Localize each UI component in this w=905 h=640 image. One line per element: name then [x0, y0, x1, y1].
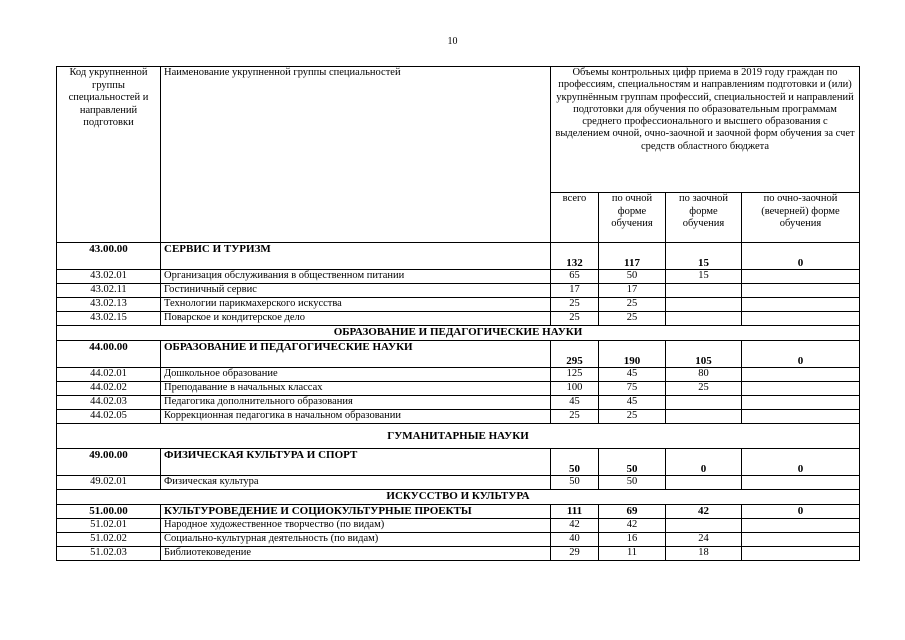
- value-correspondence: 15: [666, 243, 742, 270]
- specialty-code: 44.02.03: [57, 396, 161, 410]
- section-title: ГУМАНИТАРНЫЕ НАУКИ: [57, 424, 860, 449]
- value-correspondence: 105: [666, 341, 742, 368]
- table-row: [57, 284, 860, 298]
- specialty-code: 51.02.01: [57, 519, 161, 533]
- value-total: 45: [551, 396, 599, 410]
- value-total: 25: [551, 410, 599, 424]
- table-row: [57, 270, 860, 284]
- specialty-code: 49.02.01: [57, 476, 161, 490]
- value-correspondence: [666, 298, 742, 312]
- specialty-name: СЕРВИС И ТУРИЗМ: [161, 243, 551, 270]
- value-part-time: [742, 410, 860, 424]
- value-correspondence: [666, 476, 742, 490]
- table-row: [57, 368, 860, 382]
- value-full-time: 11: [599, 547, 666, 561]
- specialty-name: Технологии парикмахерского искусства: [161, 298, 551, 312]
- admission-quota-table: [56, 66, 860, 561]
- specialty-name: Дошкольное образование: [161, 368, 551, 382]
- value-part-time: [742, 368, 860, 382]
- specialty-name: Педагогика дополнительного образования: [161, 396, 551, 410]
- specialty-code: 43.02.15: [57, 312, 161, 326]
- value-correspondence: 24: [666, 533, 742, 547]
- value-correspondence: 18: [666, 547, 742, 561]
- value-total: 295: [551, 341, 599, 368]
- value-total: 100: [551, 382, 599, 396]
- value-total: 29: [551, 547, 599, 561]
- value-correspondence: [666, 519, 742, 533]
- specialty-name: Физическая культура: [161, 476, 551, 490]
- group-row: [57, 505, 860, 519]
- value-total: 50: [551, 476, 599, 490]
- specialty-code: 44.02.02: [57, 382, 161, 396]
- value-full-time: 190: [599, 341, 666, 368]
- specialty-name: Поварское и кондитерское дело: [161, 312, 551, 326]
- value-part-time: [742, 519, 860, 533]
- value-full-time: 69: [599, 505, 666, 519]
- table-row: [57, 476, 860, 490]
- value-part-time: [742, 312, 860, 326]
- value-part-time: 0: [742, 449, 860, 476]
- specialty-code: 49.00.00: [57, 449, 161, 476]
- value-correspondence: 80: [666, 368, 742, 382]
- value-part-time: 0: [742, 243, 860, 270]
- header-name: Наименование укрупненной группы специальностей: [161, 67, 551, 243]
- value-part-time: 0: [742, 341, 860, 368]
- header-code: Код укрупненной группы специальностей и направлений подготовки: [57, 67, 161, 243]
- value-full-time: 50: [599, 476, 666, 490]
- specialty-name: Преподавание в начальных классах: [161, 382, 551, 396]
- value-total: 17: [551, 284, 599, 298]
- specialty-code: 44.00.00: [57, 341, 161, 368]
- section-row: [57, 490, 860, 505]
- value-correspondence: [666, 312, 742, 326]
- value-part-time: [742, 284, 860, 298]
- value-correspondence: 0: [666, 449, 742, 476]
- value-full-time: 17: [599, 284, 666, 298]
- section-title: ИСКУССТВО И КУЛЬТУРА: [57, 490, 860, 505]
- value-part-time: [742, 270, 860, 284]
- group-row: [57, 341, 860, 368]
- value-part-time: [742, 547, 860, 561]
- value-total: 25: [551, 298, 599, 312]
- value-correspondence: 25: [666, 382, 742, 396]
- header-correspondence: по заочной форме обучения: [666, 193, 742, 243]
- value-full-time: 45: [599, 368, 666, 382]
- table-row: [57, 298, 860, 312]
- specialty-name: ОБРАЗОВАНИЕ И ПЕДАГОГИЧЕСКИЕ НАУКИ: [161, 341, 551, 368]
- value-total: 42: [551, 519, 599, 533]
- value-total: 132: [551, 243, 599, 270]
- table-header-row: [57, 67, 860, 193]
- specialty-name: Коррекционная педагогика в начальном образовании: [161, 410, 551, 424]
- value-total: 25: [551, 312, 599, 326]
- value-correspondence: [666, 284, 742, 298]
- specialty-code: 51.02.02: [57, 533, 161, 547]
- specialty-code: 44.02.01: [57, 368, 161, 382]
- value-full-time: 75: [599, 382, 666, 396]
- specialty-code: 44.02.05: [57, 410, 161, 424]
- header-full-time: по очной форме обучения: [599, 193, 666, 243]
- header-volumes: Объемы контрольных цифр приема в 2019 году граждан по профессиям, специальностям и направлениям подготовки и (или) укрупнённым группам профессий, специальностей и направлений подготовки для обучения по образовательным программам среднего профессионального и высшего образования с выделением очной, очно-заочной и заочной форм обучения за счет средств областного бюджета: [551, 67, 860, 193]
- group-row: [57, 449, 860, 476]
- specialty-name: Организация обслуживания в общественном питании: [161, 270, 551, 284]
- value-total: 125: [551, 368, 599, 382]
- value-full-time: 50: [599, 449, 666, 476]
- value-total: 65: [551, 270, 599, 284]
- value-full-time: 50: [599, 270, 666, 284]
- table-row: [57, 396, 860, 410]
- specialty-name: Гостиничный сервис: [161, 284, 551, 298]
- value-correspondence: 42: [666, 505, 742, 519]
- value-full-time: 45: [599, 396, 666, 410]
- value-part-time: [742, 382, 860, 396]
- value-full-time: 25: [599, 312, 666, 326]
- value-full-time: 25: [599, 410, 666, 424]
- value-part-time: 0: [742, 505, 860, 519]
- group-row: [57, 243, 860, 270]
- specialty-name: Социально-культурная деятельность (по видам): [161, 533, 551, 547]
- specialty-name: ФИЗИЧЕСКАЯ КУЛЬТУРА И СПОРТ: [161, 449, 551, 476]
- table-row: [57, 312, 860, 326]
- specialty-name: Народное художественное творчество (по видам): [161, 519, 551, 533]
- value-full-time: 42: [599, 519, 666, 533]
- table-row: [57, 519, 860, 533]
- value-part-time: [742, 396, 860, 410]
- section-row: [57, 326, 860, 341]
- specialty-name: Библиотековедение: [161, 547, 551, 561]
- specialty-code: 43.02.13: [57, 298, 161, 312]
- table-row: [57, 410, 860, 424]
- value-total: 111: [551, 505, 599, 519]
- value-correspondence: 15: [666, 270, 742, 284]
- table-row: [57, 533, 860, 547]
- table-row: [57, 382, 860, 396]
- value-full-time: 117: [599, 243, 666, 270]
- value-correspondence: [666, 410, 742, 424]
- specialty-code: 51.02.03: [57, 547, 161, 561]
- value-part-time: [742, 298, 860, 312]
- value-part-time: [742, 533, 860, 547]
- specialty-code: 51.00.00: [57, 505, 161, 519]
- specialty-code: 43.02.11: [57, 284, 161, 298]
- value-full-time: 16: [599, 533, 666, 547]
- section-row: [57, 424, 860, 449]
- header-part-time: по очно-заочной (вечерней) форме обучения: [742, 193, 860, 243]
- specialty-name: КУЛЬТУРОВЕДЕНИЕ И СОЦИОКУЛЬТУРНЫЕ ПРОЕКТЫ: [161, 505, 551, 519]
- specialty-code: 43.00.00: [57, 243, 161, 270]
- value-part-time: [742, 476, 860, 490]
- value-correspondence: [666, 396, 742, 410]
- value-total: 50: [551, 449, 599, 476]
- section-title: ОБРАЗОВАНИЕ И ПЕДАГОГИЧЕСКИЕ НАУКИ: [57, 326, 860, 341]
- header-total: всего: [551, 193, 599, 243]
- table-row: [57, 547, 860, 561]
- specialty-code: 43.02.01: [57, 270, 161, 284]
- page-number: 10: [447, 36, 458, 47]
- value-total: 40: [551, 533, 599, 547]
- value-full-time: 25: [599, 298, 666, 312]
